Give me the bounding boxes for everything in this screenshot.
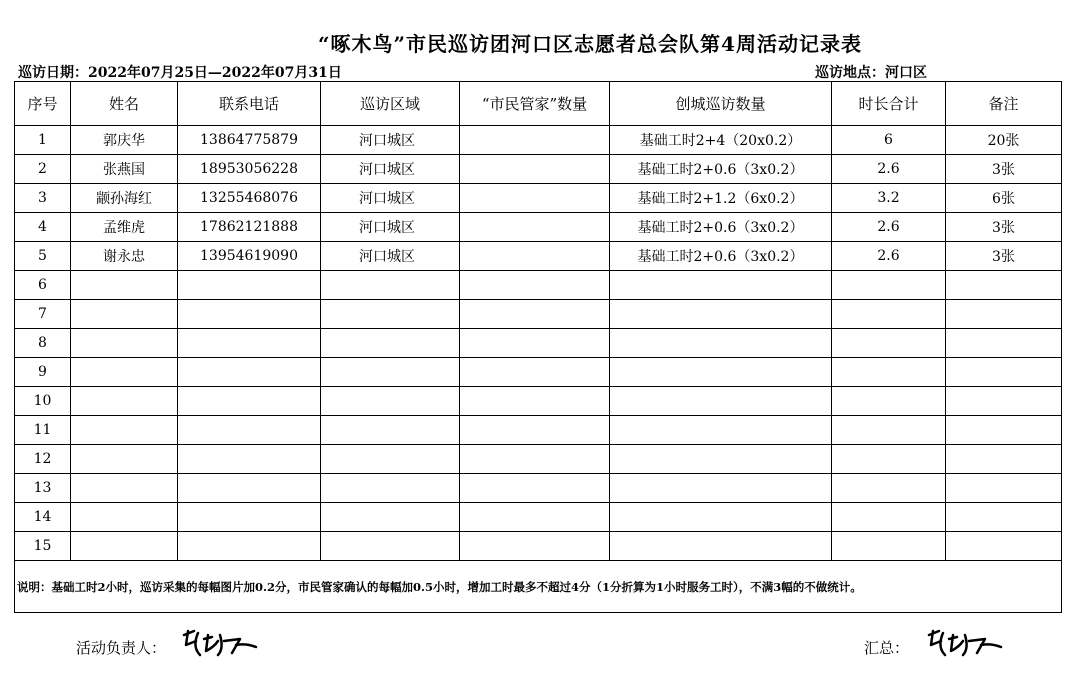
cell-remark bbox=[946, 329, 1062, 358]
patrol-location: 巡访地点：河口区 bbox=[815, 65, 927, 81]
table-row bbox=[15, 416, 1062, 445]
cell-area: 河口城区 bbox=[321, 242, 460, 271]
column-header-phone: 联系电话 bbox=[178, 82, 321, 126]
cell-name bbox=[71, 474, 178, 503]
cell-area: 河口城区 bbox=[321, 184, 460, 213]
cell-area bbox=[321, 445, 460, 474]
cell-name bbox=[71, 271, 178, 300]
summary-label: 汇总： bbox=[864, 639, 910, 657]
cell-hours: 2.6 bbox=[832, 155, 946, 184]
cell-name: 谢永忠 bbox=[71, 242, 178, 271]
cell-name bbox=[71, 300, 178, 329]
table-body bbox=[15, 126, 1062, 561]
cell-area: 河口城区 bbox=[321, 126, 460, 155]
cell-area: 河口城区 bbox=[321, 213, 460, 242]
cell-area bbox=[321, 503, 460, 532]
table-row bbox=[15, 242, 1062, 271]
cell-hours bbox=[832, 532, 946, 561]
cell-phone bbox=[178, 358, 321, 387]
cell-count bbox=[610, 271, 832, 300]
cell-steward bbox=[460, 416, 610, 445]
cell-hours: 6 bbox=[832, 126, 946, 155]
column-header-count: 创城巡访数量 bbox=[610, 82, 832, 126]
cell-no: 1 bbox=[15, 126, 71, 155]
cell-hours bbox=[832, 300, 946, 329]
cell-phone bbox=[178, 329, 321, 358]
responsible-signature-icon bbox=[180, 625, 260, 665]
cell-remark bbox=[946, 271, 1062, 300]
activity-record-table bbox=[14, 81, 1062, 613]
cell-remark bbox=[946, 532, 1062, 561]
patrol-date: 巡访日期：2022年07月25日—2022年07月31日 bbox=[18, 65, 342, 81]
table-row bbox=[15, 300, 1062, 329]
cell-remark bbox=[946, 358, 1062, 387]
cell-name: 颛孙海红 bbox=[71, 184, 178, 213]
cell-phone bbox=[178, 300, 321, 329]
document-title: “啄木鸟”市民巡访团河口区志愿者总会队第4周活动记录表 bbox=[318, 32, 862, 56]
cell-steward bbox=[460, 474, 610, 503]
column-header-remark: 备注 bbox=[946, 82, 1062, 126]
cell-hours bbox=[832, 387, 946, 416]
cell-remark: 3张 bbox=[946, 155, 1062, 184]
cell-no: 10 bbox=[15, 387, 71, 416]
cell-remark bbox=[946, 416, 1062, 445]
cell-steward bbox=[460, 126, 610, 155]
cell-no: 12 bbox=[15, 445, 71, 474]
cell-area: 河口城区 bbox=[321, 155, 460, 184]
cell-count: 基础工时2+4（20x0.2） bbox=[610, 126, 832, 155]
cell-phone bbox=[178, 271, 321, 300]
table-row bbox=[15, 387, 1062, 416]
cell-count bbox=[610, 416, 832, 445]
cell-no: 2 bbox=[15, 155, 71, 184]
cell-phone bbox=[178, 445, 321, 474]
cell-no: 6 bbox=[15, 271, 71, 300]
cell-no: 5 bbox=[15, 242, 71, 271]
cell-name bbox=[71, 445, 178, 474]
table-row bbox=[15, 155, 1062, 184]
table-row bbox=[15, 532, 1062, 561]
table-row bbox=[15, 474, 1062, 503]
cell-count bbox=[610, 358, 832, 387]
cell-area bbox=[321, 300, 460, 329]
cell-remark bbox=[946, 474, 1062, 503]
cell-hours bbox=[832, 358, 946, 387]
cell-area bbox=[321, 358, 460, 387]
table-row bbox=[15, 126, 1062, 155]
cell-no: 8 bbox=[15, 329, 71, 358]
column-header-steward: “市民管家”数量 bbox=[460, 82, 610, 126]
note-row bbox=[15, 561, 1062, 613]
cell-remark bbox=[946, 445, 1062, 474]
cell-phone: 18953056228 bbox=[178, 155, 321, 184]
cell-remark bbox=[946, 387, 1062, 416]
cell-no: 9 bbox=[15, 358, 71, 387]
table-row bbox=[15, 184, 1062, 213]
cell-area bbox=[321, 387, 460, 416]
cell-phone bbox=[178, 387, 321, 416]
column-header-area: 巡访区域 bbox=[321, 82, 460, 126]
cell-name: 孟维虎 bbox=[71, 213, 178, 242]
cell-name bbox=[71, 416, 178, 445]
table-row bbox=[15, 271, 1062, 300]
cell-name bbox=[71, 358, 178, 387]
table-row bbox=[15, 358, 1062, 387]
cell-count bbox=[610, 387, 832, 416]
cell-name bbox=[71, 387, 178, 416]
cell-hours bbox=[832, 271, 946, 300]
cell-no: 3 bbox=[15, 184, 71, 213]
cell-phone bbox=[178, 416, 321, 445]
cell-count bbox=[610, 532, 832, 561]
header-row bbox=[15, 82, 1062, 126]
cell-area bbox=[321, 271, 460, 300]
cell-name: 张燕国 bbox=[71, 155, 178, 184]
cell-phone: 17862121888 bbox=[178, 213, 321, 242]
column-header-hours: 时长合计 bbox=[832, 82, 946, 126]
cell-remark: 6张 bbox=[946, 184, 1062, 213]
cell-steward bbox=[460, 271, 610, 300]
cell-no: 14 bbox=[15, 503, 71, 532]
cell-steward bbox=[460, 387, 610, 416]
cell-area bbox=[321, 329, 460, 358]
cell-steward bbox=[460, 300, 610, 329]
cell-no: 11 bbox=[15, 416, 71, 445]
cell-hours bbox=[832, 416, 946, 445]
summary-signature-icon bbox=[925, 625, 1005, 665]
cell-hours: 2.6 bbox=[832, 242, 946, 271]
cell-count bbox=[610, 445, 832, 474]
cell-area bbox=[321, 416, 460, 445]
cell-area bbox=[321, 532, 460, 561]
cell-count: 基础工时2+0.6（3x0.2） bbox=[610, 213, 832, 242]
cell-phone bbox=[178, 532, 321, 561]
column-header-no: 序号 bbox=[15, 82, 71, 126]
cell-steward bbox=[460, 242, 610, 271]
cell-steward bbox=[460, 184, 610, 213]
table-row bbox=[15, 503, 1062, 532]
cell-hours: 2.6 bbox=[832, 213, 946, 242]
cell-name bbox=[71, 329, 178, 358]
cell-steward bbox=[460, 503, 610, 532]
cell-remark bbox=[946, 503, 1062, 532]
cell-remark bbox=[946, 300, 1062, 329]
column-header-name: 姓名 bbox=[71, 82, 178, 126]
cell-phone: 13255468076 bbox=[178, 184, 321, 213]
cell-phone: 13864775879 bbox=[178, 126, 321, 155]
cell-phone bbox=[178, 503, 321, 532]
cell-hours bbox=[832, 329, 946, 358]
cell-steward bbox=[460, 155, 610, 184]
table-row bbox=[15, 213, 1062, 242]
cell-phone bbox=[178, 474, 321, 503]
cell-name: 郭庆华 bbox=[71, 126, 178, 155]
cell-no: 4 bbox=[15, 213, 71, 242]
table-row bbox=[15, 445, 1062, 474]
cell-remark: 3张 bbox=[946, 242, 1062, 271]
cell-hours bbox=[832, 474, 946, 503]
cell-steward bbox=[460, 358, 610, 387]
responsible-label: 活动负责人： bbox=[76, 639, 167, 657]
cell-count bbox=[610, 329, 832, 358]
cell-count: 基础工时2+0.6（3x0.2） bbox=[610, 242, 832, 271]
cell-no: 15 bbox=[15, 532, 71, 561]
cell-hours bbox=[832, 503, 946, 532]
cell-count: 基础工时2+1.2（6x0.2） bbox=[610, 184, 832, 213]
table-row bbox=[15, 329, 1062, 358]
cell-area bbox=[321, 474, 460, 503]
cell-name bbox=[71, 503, 178, 532]
cell-phone: 13954619090 bbox=[178, 242, 321, 271]
note-text: 说明：基础工时2小时，巡访采集的每幅图片加0.2分，市民管家确认的每幅加0.5小时，增加工时最多不超过4分（1分折算为1小时服务工时），不满3幅的不做统计。 bbox=[15, 561, 1062, 613]
cell-hours: 3.2 bbox=[832, 184, 946, 213]
cell-hours bbox=[832, 445, 946, 474]
cell-no: 7 bbox=[15, 300, 71, 329]
cell-count bbox=[610, 300, 832, 329]
cell-steward bbox=[460, 445, 610, 474]
cell-steward bbox=[460, 329, 610, 358]
cell-count bbox=[610, 474, 832, 503]
cell-no: 13 bbox=[15, 474, 71, 503]
cell-steward bbox=[460, 213, 610, 242]
cell-remark: 3张 bbox=[946, 213, 1062, 242]
cell-count: 基础工时2+0.6（3x0.2） bbox=[610, 155, 832, 184]
cell-count bbox=[610, 503, 832, 532]
cell-name bbox=[71, 532, 178, 561]
cell-remark: 20张 bbox=[946, 126, 1062, 155]
cell-steward bbox=[460, 532, 610, 561]
